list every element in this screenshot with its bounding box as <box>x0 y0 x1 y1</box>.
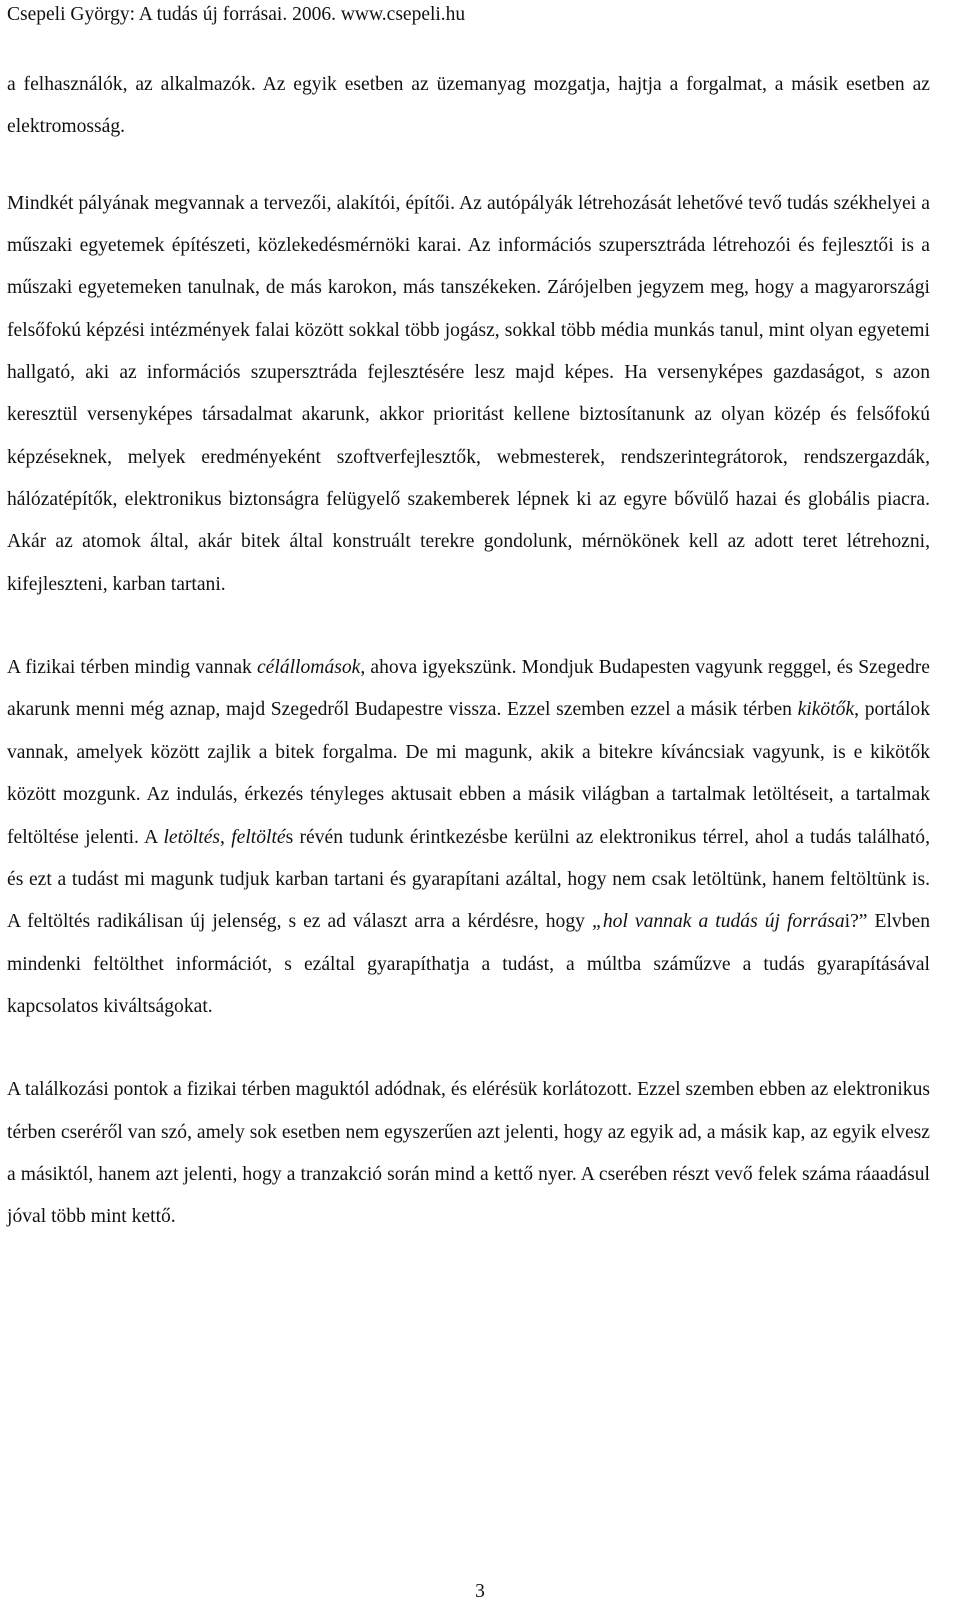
text-run: , portálok vannak, amelyek között zajlik a bitek forgalma. De mi magunk, akik a bitekre kíváncsiak vagyunk, is e kikötők között mozgunk. Az indulás, érkezés tényleges aktusait ebben a másik világban a tartalmak letöltéseit, a tartalmak feltöltése jelenti. A <box>7 699 930 848</box>
paragraph-2: Mindkét pályának megvannak a tervezői, alakítói, építői. Az autópályák létrehozását lehetővé tevő tudás székhelyei a műszaki egyetemek építészeti, közlekedésmérnöki karai. Az információs szupersztráda létrehozói és fejlesztői is a műszaki egyetemeken tanulnak, de más karokon, más tanszékeken. Zárójelben jegyzem meg, hogy a magyarországi felsőfokú képzési intézmények falai között sokkal több jogász, sokkal több média munkás tanul, mint olyan egyetemi hallgató, aki az információs szupersztráda fejlesztésére lesz majd képes. Ha versenyképes gazdaságot, s azon keresztül versenyképes társadalmat akarunk, akkor prioritást kellene biztosítanunk az olyan közép és felsőfokú képzéseknek, melyek eredményeként szoftverfejlesztők, webmesterek, rendszerintegrátorok, rendszergazdák, hálózatépítők, elektronikus biztonságra felügyelő szakemberek lépnek ki az egyre bővülő hazai és globális piacra. Akár az atomok által, akár bitek által konstruált terekre gondolunk, mérnökönek kell az adott teret létrehozni, kifejleszteni, karban tartani. <box>7 192 930 595</box>
page-header: Csepeli György: A tudás új forrásai. 2006. www.csepeli.hu <box>7 4 466 25</box>
text-run: A fizikai térben mindig vannak <box>7 657 257 679</box>
text-run: , ahova igyekszünk. Mondjuk Budapesten vagyunk regggel, és Szegedre akarunk menni még aznap, majd Szegedről Budapestre vissza. Ezzel szemben ezzel a másik térben <box>7 657 931 721</box>
italic-term-celallomasok: célállomások <box>256 657 361 679</box>
text-run: s révén tudunk érintkezésbe kerülni az elektronikus térrel, ahol a tudás található, és ezt a tudást mi magunk tudjuk karban tartani és gyarapítani azáltal, hogy nem csak letöltünk, hanem feltöltünk is. A feltöltés radikálisan új jelenség, s ez ad választ arra a kérdésre, hogy <box>7 826 931 933</box>
document-body <box>7 64 930 1239</box>
paragraph-4: A találkozási pontok a fizikai térben maguktól adódnak, és elérésük korlátozott. Ezzel szemben ebben az elektronikus térben cseréről van szó, amely sok esetben nem egyszerűen azt jelenti, hogy az egyik ad, a másik kap, az egyik elvesz a másiktól, hanem azt jelenti, hogy a tranzakció során mind a kettő nyer. A cserében részt vevő felek száma ráaadásul jóval több mint kettő. <box>7 1079 930 1228</box>
text-run: , <box>220 826 232 848</box>
paragraph-3 <box>7 647 930 1028</box>
italic-term-feltoltes: feltölté <box>231 826 286 848</box>
italic-term-kikotok: kikötők <box>797 699 855 721</box>
italic-term-letoltes: letöltés <box>163 826 221 848</box>
page-number: 3 <box>475 1581 485 1602</box>
italic-quote: „hol vannak a tudás új forrása <box>591 911 845 933</box>
text-run: i?” Elvben mindenki feltölthet információt, s ezáltal gyarapíthatja a tudást, a múltba száműzve a tudás gyarapításával kapcsolatos kiváltságokat. <box>7 911 931 1017</box>
paragraph-1: a felhasználók, az alkalmazók. Az egyik esetben az üzemanyag mozgatja, hajtja a forgalmat, a másik esetben az elektromosság. <box>7 74 930 138</box>
